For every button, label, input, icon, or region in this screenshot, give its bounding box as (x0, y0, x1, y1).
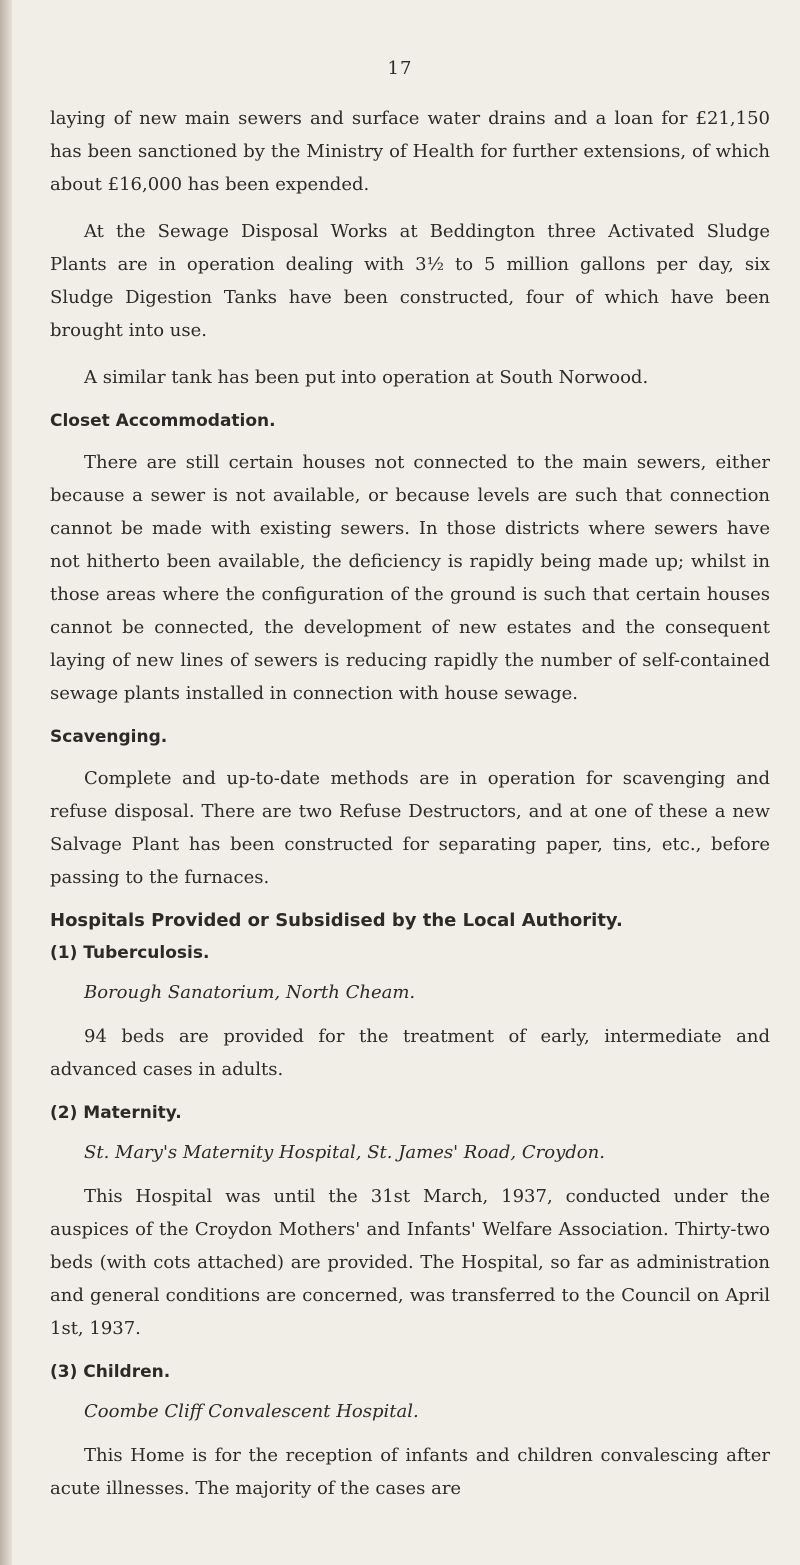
paragraph-south-norwood: A similar tank has been put into operation at South Norwood. (84, 367, 649, 388)
institution-maternity-hospital: St. Mary's Maternity Hospital, St. James' Road, Croydon. (84, 1142, 605, 1163)
heading-closet-accommodation: Closet Accommodation. (50, 411, 276, 431)
institution-sanatorium: Borough Sanatorium, North Cheam. (84, 982, 416, 1003)
paragraph-scavenging: Complete and up-to-date methods are in operation for scavenging and refuse disposal. There are two Refuse Destructors, and at one of these a new Salvage Plant has been constructed for separating paper, tins, etc., before passing to the furnaces. (50, 768, 770, 888)
page-spine-shadow (0, 0, 12, 1565)
paragraph-maternity: This Hospital was until the 31st March, 1937, conducted under the auspices of the Croydon Mothers' and Infants' Welfare Association. Thirty-two beds (with cots attached) are provided. The Hospital, so far as administration and general conditions are concerned, was transferred to the Council on April 1st, 1937. (50, 1186, 770, 1339)
institution-convalescent: Coombe Cliff Convalescent Hospital. (84, 1401, 419, 1422)
paragraph-children: This Home is for the reception of infants and children convalescing after acute illnesses. The majority of the cases are (50, 1445, 770, 1499)
heading-children: (3) Children. (50, 1362, 171, 1382)
paragraph-beddington: At the Sewage Disposal Works at Beddington three Activated Sludge Plants are in operation dealing with 3½ to 5 million gallons per day, six Sludge Digestion Tanks have been constructed, four of which have been brought into use. (50, 221, 770, 341)
heading-hospitals: Hospitals Provided or Subsidised by the Local Authority. (50, 910, 623, 931)
paragraph-closet: There are still certain houses not connected to the main sewers, either because a sewer is not available, or because levels are such that connection cannot be made with existing sewers. In those districts where sewers have not hitherto been available, the deficiency is rapidly being made up; whilst in those areas where the configuration of the ground is such that certain houses cannot be connected, the development of new estates and the consequent laying of new lines of sewers is reducing rapidly the number of self-contained sewage plants installed in connection with house sewage. (50, 452, 770, 704)
heading-maternity: (2) Maternity. (50, 1103, 182, 1123)
heading-tuberculosis: (1) Tuberculosis. (50, 943, 210, 963)
heading-scavenging: Scavenging. (50, 727, 168, 747)
page-body (50, 102, 770, 1519)
page-number: 17 (387, 58, 413, 79)
paragraph-sewers-loan: laying of new main sewers and surface water drains and a loan for £21,150 has been sanctioned by the Ministry of Health for further extensions, of which about £16,000 has been expended. (50, 108, 770, 195)
paragraph-tuberculosis: 94 beds are provided for the treatment of early, intermediate and advanced cases in adults. (50, 1026, 770, 1080)
